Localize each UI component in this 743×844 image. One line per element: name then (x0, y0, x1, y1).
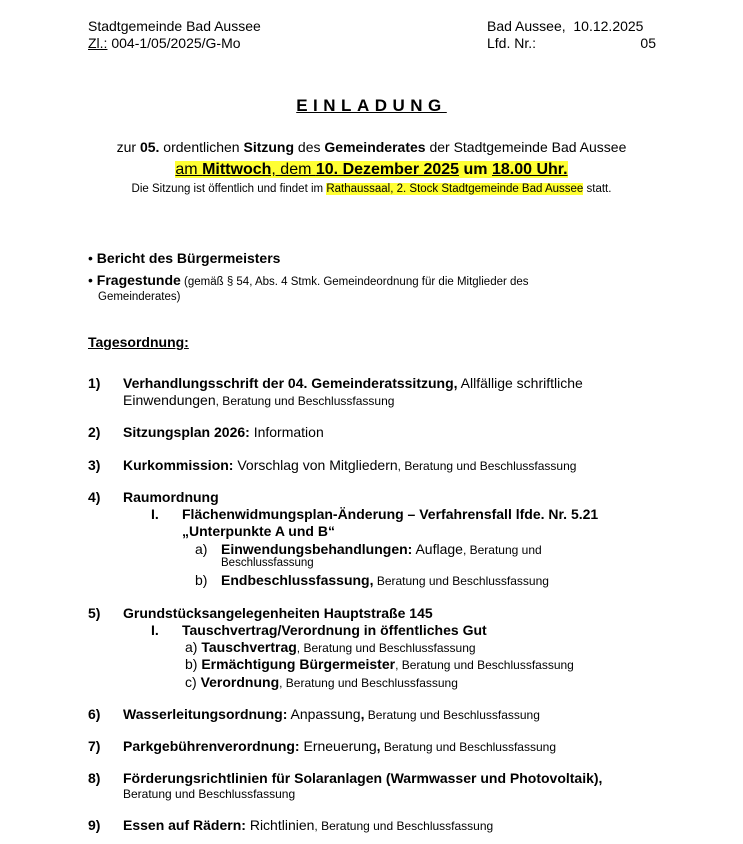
sub-item-bold: Einwendungsbehandlungen: (221, 541, 413, 557)
text-run: der Stadtgemeinde Bad Aussee (425, 139, 627, 155)
intro-line-3-location (0, 181, 743, 197)
text-run: Mittwoch (202, 161, 272, 178)
agenda-heading: Tagesordnung: (88, 334, 189, 350)
serial-number: 05 (640, 35, 656, 51)
bullet-icon: • (88, 272, 93, 288)
text-run: Rathaussaal, 2. Stock Stadtgemeinde Bad Aussee (326, 183, 584, 195)
agenda-item-7 (123, 738, 556, 756)
sub-item-bold: Endbeschlussfassung, (221, 572, 374, 588)
document-title: EINLADUNG (296, 96, 447, 115)
sub-item-continuation: Beschlussfassung (221, 557, 314, 569)
text-run: des (294, 139, 325, 155)
sub-item-small: , Beratung und Beschlussfassung (296, 641, 476, 655)
file-number-value: 004-1/05/2025/G-Mo (107, 35, 241, 51)
text-run: , Beratung und Beschlussfassung (314, 819, 494, 833)
text-run: Vorschlag von Mitgliedern (233, 457, 398, 473)
agenda-item-9 (123, 817, 493, 835)
sub-roman: I. (151, 506, 159, 522)
text-run: Anpassung (287, 706, 361, 722)
sub-item-small: , Beratung und Beschlussfassung (395, 658, 574, 672)
bullet-rest: (gemäß § 54, Abs. 4 Stmk. Gemeindeordnung für die Mitglieder des (180, 276, 529, 288)
text-run: Beratung und Beschlussfassung (123, 787, 296, 801)
place-date: Bad Aussee, 10.12.2025 (487, 18, 644, 34)
text-run: Die Sitzung ist öffentlich und findet im (131, 183, 327, 195)
agenda-item-3 (123, 457, 576, 475)
sub-roman: I. (151, 622, 159, 638)
sub-item-bold: Verordnung (200, 674, 280, 690)
intro-line-1 (0, 139, 743, 156)
sub-item-a (185, 639, 476, 657)
municipality-name: Stadtgemeinde Bad Aussee (88, 18, 261, 34)
agenda-number: 1) (88, 375, 101, 391)
agenda-number: 9) (88, 817, 101, 833)
agenda-item-8-line-2 (123, 785, 295, 803)
text-run: zur (116, 139, 140, 155)
sub-item-b (185, 656, 574, 674)
sub-letter: c) (185, 674, 197, 690)
text-run: Wasserleitungsordnung: (123, 706, 288, 722)
agenda-item-4 (123, 489, 219, 506)
agenda-item-6 (123, 706, 540, 724)
file-number (88, 35, 241, 52)
sub-item-small: , Beratung und Beschlussfassung (279, 676, 458, 690)
text-run: Richtlinien (245, 817, 315, 833)
serial-label: Lfd. Nr.: (487, 35, 537, 51)
sub-heading-line-2: „Unterpunkte A und B“ (182, 523, 335, 539)
text-run: um (463, 161, 488, 178)
text-run: Kurkommission: (123, 457, 234, 473)
bullet-continuation: Gemeinderates) (98, 291, 181, 303)
text-run: 10. Dezember 2025 (315, 161, 460, 178)
bullet-bold: Fragestunde (96, 272, 181, 288)
sub-item-rest: Auflage (412, 541, 463, 557)
sub-item-bold: Ermächtigung Bürgermeister (201, 656, 396, 672)
text-run: Information (249, 424, 324, 440)
bullet-icon: • (88, 250, 93, 266)
agenda-item-1-line-1 (123, 375, 583, 392)
agenda-item-1-line-2 (123, 392, 394, 410)
sub-item-b (221, 572, 549, 590)
text-run: Allfällige schriftliche (457, 375, 583, 391)
bullet-item (88, 272, 529, 289)
sub-heading-line-1: Flächenwidmungsplan-Änderung – Verfahrensfall lfde. Nr. 5.21 (182, 506, 599, 522)
text-run: Essen auf Rädern: (123, 817, 246, 833)
agenda-item-5 (123, 605, 433, 622)
sub-item-small: Beratung und Beschlussfassung (373, 574, 549, 588)
text-run: Sitzungsplan 2026: (123, 424, 250, 440)
bullet-bold: Bericht des Bürgermeisters (96, 250, 281, 266)
text-run: Förderungsrichtlinien für Solaranlagen (Warmwasser und Photovoltaik), (123, 770, 603, 786)
agenda-number: 3) (88, 457, 101, 473)
text-run: 05. (139, 139, 160, 155)
text-run (459, 161, 463, 178)
text-run: Beratung und Beschlussfassung (380, 740, 556, 754)
text-run: Verhandlungsschrift der 04. Gemeinderatssitzung, (123, 375, 458, 391)
text-run: 18.00 Uhr. (491, 161, 568, 178)
agenda-number: 2) (88, 424, 101, 440)
text-run: Raumordnung (123, 489, 219, 505)
text-run: , Beratung und Beschlussfassung (397, 459, 577, 473)
agenda-number: 4) (88, 489, 101, 505)
sub-letter: a) (195, 541, 208, 557)
text-run: Gemeinderates (324, 139, 426, 155)
sub-item-small: , Beratung und (462, 543, 542, 557)
text-run: Sitzung (243, 139, 295, 155)
text-run: ordentlichen (159, 139, 244, 155)
text-run: Beratung und Beschlussfassung (364, 708, 540, 722)
text-run: Einwendungen (123, 392, 216, 408)
file-number-label: Zl.: (88, 35, 108, 51)
text-run: , Beratung und Beschlussfassung (215, 394, 395, 408)
sub-letter: b) (195, 572, 208, 588)
sub-letter: b) (185, 656, 198, 672)
sub-letter: a) (185, 639, 198, 655)
agenda-number: 8) (88, 770, 101, 786)
text-run: Parkgebührenverordnung: (123, 738, 300, 754)
sub-heading-line-1: Tauschvertrag/Verordnung in öffentliches Gut (182, 622, 487, 638)
agenda-item-2 (123, 424, 324, 441)
intro-line-2-date (0, 160, 743, 179)
agenda-number: 6) (88, 706, 101, 722)
text-run: , (360, 706, 365, 722)
text-run: Grundstücksangelegenheiten Hauptstraße 145 (123, 605, 433, 621)
agenda-number: 5) (88, 605, 101, 621)
text-run: statt. (583, 183, 612, 195)
sub-item-c (185, 674, 458, 692)
bullet-item (88, 250, 280, 267)
sub-item-bold: Tauschvertrag (201, 639, 297, 655)
agenda-number: 7) (88, 738, 101, 754)
text-run: Erneuerung (299, 738, 377, 754)
text-run: , dem (271, 161, 316, 178)
text-run: , (376, 738, 381, 754)
text-run: am (175, 161, 203, 178)
